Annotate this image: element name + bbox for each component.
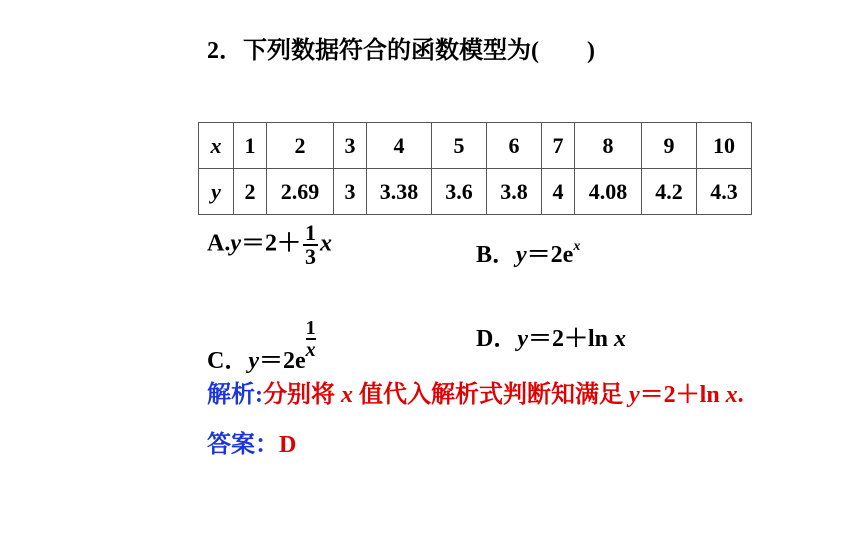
table-cell: 3.38 (367, 169, 432, 215)
table-cell: 3.8 (487, 169, 542, 215)
table-cell: 10 (697, 123, 752, 169)
table-cell: 3.6 (432, 169, 487, 215)
question-stem: 下列数据符合的函数模型为( (243, 38, 539, 64)
option-d (476, 318, 626, 353)
option-c (207, 318, 316, 375)
table-cell: 4.3 (697, 169, 752, 215)
table-cell: 2.69 (267, 169, 334, 215)
data-table (198, 122, 752, 215)
option-c-label: C． (207, 348, 249, 374)
table-row-y (199, 169, 752, 215)
analysis-y: y (629, 382, 640, 408)
table-header-x: x (199, 123, 234, 169)
table-cell: 7 (542, 123, 575, 169)
table-cell: 5 (432, 123, 487, 169)
answer-value: D (279, 432, 297, 458)
option-a-fraction (303, 222, 318, 268)
option-d-y: y (517, 326, 528, 352)
question-number: 2． (207, 38, 243, 64)
answer-label: 答案： (207, 432, 279, 458)
analysis-text (207, 374, 744, 409)
analysis-label: 解析: (207, 382, 263, 408)
table-cell: 4.08 (575, 169, 642, 215)
option-a-numerator: 1 (305, 220, 316, 245)
table-cell: 4 (542, 169, 575, 215)
question-blank: ) (539, 38, 595, 64)
analysis-end: . (737, 382, 744, 408)
analysis-part2: 值代入解析式判断知满足 (353, 382, 629, 408)
table-cell: 6 (487, 123, 542, 169)
option-d-eq: ＝2＋ln (528, 326, 615, 352)
option-c-exponent-fraction (306, 318, 316, 360)
option-b-exponent: x (573, 239, 581, 254)
table-row-x (199, 123, 752, 169)
option-a-y: y (230, 230, 241, 257)
option-a-denominator: 3 (305, 244, 316, 269)
option-b-eq: ＝2e (526, 242, 574, 268)
option-a (207, 222, 332, 268)
option-d-x: x (614, 326, 627, 352)
option-a-eq: ＝2＋ (241, 230, 301, 257)
table-cell: 1 (234, 123, 267, 169)
table-cell: 4.2 (642, 169, 697, 215)
option-d-label: D． (476, 326, 518, 352)
option-c-eq: ＝2e (259, 348, 306, 374)
option-b-y: y (516, 242, 527, 268)
option-b-label: B． (476, 242, 517, 268)
analysis-part1: 分别将 (263, 382, 341, 408)
table-header-y: y (199, 169, 234, 215)
option-a-label: A. (207, 230, 231, 257)
option-c-y: y (248, 348, 259, 374)
analysis-x2: x (725, 382, 738, 408)
option-a-x: x (320, 230, 332, 257)
answer-text (207, 424, 296, 459)
table-cell: 4 (367, 123, 432, 169)
question-text (207, 30, 595, 65)
analysis-x: x (341, 382, 353, 408)
table-cell: 2 (267, 123, 334, 169)
option-c-numerator: 1 (305, 317, 316, 339)
table-cell: 9 (642, 123, 697, 169)
table-cell: 8 (575, 123, 642, 169)
analysis-part3: ＝2＋ln (639, 382, 726, 408)
table-cell: 3 (334, 169, 367, 215)
option-c-denominator: x (305, 339, 316, 361)
table-cell: 2 (234, 169, 267, 215)
option-b (476, 234, 580, 269)
table-cell: 3 (334, 123, 367, 169)
